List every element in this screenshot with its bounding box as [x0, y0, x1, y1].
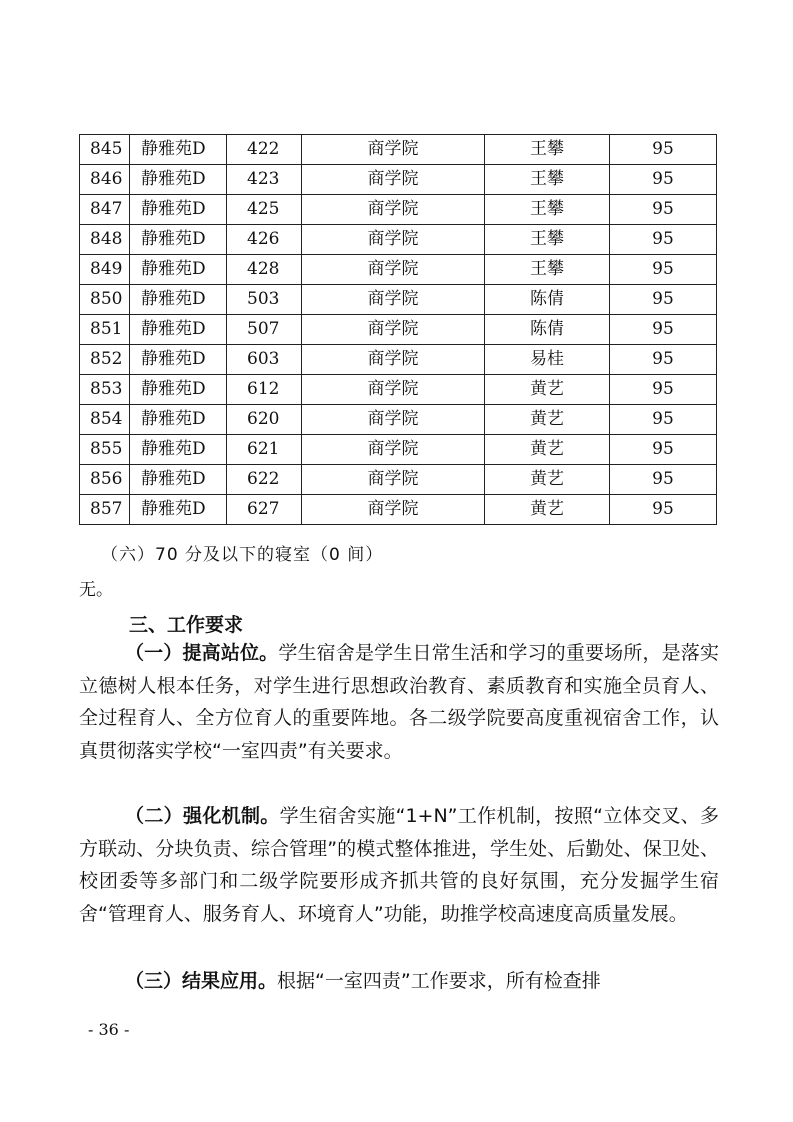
row-number-cell: 855: [80, 435, 130, 465]
row-number-cell: 845: [80, 135, 130, 165]
building-cell: 静雅苑D: [130, 225, 227, 255]
score-cell: 95: [610, 495, 717, 525]
manager-cell: 陈倩: [485, 315, 610, 345]
table-row: [80, 375, 717, 405]
college-cell: 商学院: [302, 435, 485, 465]
table-row: [80, 435, 717, 465]
room-cell: 425: [227, 195, 302, 225]
building-cell: 静雅苑D: [130, 405, 227, 435]
table-row: [80, 285, 717, 315]
row-number-cell: 847: [80, 195, 130, 225]
table-row: [80, 225, 717, 255]
building-cell: 静雅苑D: [130, 285, 227, 315]
paragraph-result-application: [79, 965, 719, 998]
score-cell: 95: [610, 405, 717, 435]
building-cell: 静雅苑D: [130, 495, 227, 525]
building-cell: 静雅苑D: [130, 435, 227, 465]
row-number-cell: 851: [80, 315, 130, 345]
row-number-cell: 850: [80, 285, 130, 315]
table-row: [80, 195, 717, 225]
score-cell: 95: [610, 435, 717, 465]
paragraph-lead: （一）提高站位。: [125, 642, 279, 664]
page-number: - 36 -: [88, 1020, 130, 1039]
room-cell: 603: [227, 345, 302, 375]
college-cell: 商学院: [302, 405, 485, 435]
table-row: [80, 465, 717, 495]
room-cell: 423: [227, 165, 302, 195]
building-cell: 静雅苑D: [130, 255, 227, 285]
paragraph-improve-position: [79, 637, 719, 767]
college-cell: 商学院: [302, 285, 485, 315]
row-number-cell: 857: [80, 495, 130, 525]
manager-cell: 王攀: [485, 225, 610, 255]
score-cell: 95: [610, 225, 717, 255]
manager-cell: 王攀: [485, 165, 610, 195]
manager-cell: 黄艺: [485, 375, 610, 405]
building-cell: 静雅苑D: [130, 315, 227, 345]
row-number-cell: 846: [80, 165, 130, 195]
paragraph-text: 根据“一室四责”工作要求，所有检查排: [277, 970, 601, 992]
room-cell: 426: [227, 225, 302, 255]
row-number-cell: 854: [80, 405, 130, 435]
building-cell: 静雅苑D: [130, 375, 227, 405]
manager-cell: 黄艺: [485, 495, 610, 525]
manager-cell: 陈倩: [485, 285, 610, 315]
paragraph-strengthen-mechanism: [79, 800, 719, 930]
paragraph-text: 学生宿舍是学生日常生活和学习的重要场所，是落实立德树人根本任务，对学生进行思想政治教育、素质教育和实施全员育人、全过程育人、全方位育人的重要阵地。各二级学院要高度重视宿舍工作，认真贯彻落实学校“一室四责”有关要求。: [79, 642, 719, 762]
college-cell: 商学院: [302, 345, 485, 375]
college-cell: 商学院: [302, 315, 485, 345]
section-heading-six: （六）70 分及以下的寝室（0 间）: [101, 545, 384, 565]
room-cell: 503: [227, 285, 302, 315]
college-cell: 商学院: [302, 495, 485, 525]
manager-cell: 黄艺: [485, 465, 610, 495]
college-cell: 商学院: [302, 195, 485, 225]
score-cell: 95: [610, 285, 717, 315]
college-cell: 商学院: [302, 375, 485, 405]
college-cell: 商学院: [302, 255, 485, 285]
manager-cell: 王攀: [485, 255, 610, 285]
score-cell: 95: [610, 375, 717, 405]
building-cell: 静雅苑D: [130, 135, 227, 165]
score-cell: 95: [610, 165, 717, 195]
paragraph-lead: （三）结果应用。: [125, 970, 278, 992]
paragraph-text: 学生宿舍实施“1+N”工作机制，按照“立体交叉、多方联动、分块负责、综合管理”的模式整体推进，学生处、后勤处、保卫处、校团委等多部门和二级学院要形成齐抓共管的良好氛围，充分发掘学生宿舍“管理育人、服务育人、环境育人”功能，助推学校高速度高质量发展。: [79, 805, 719, 925]
score-cell: 95: [610, 315, 717, 345]
dorm-score-table: [79, 134, 717, 525]
row-number-cell: 852: [80, 345, 130, 375]
table-row: [80, 315, 717, 345]
row-number-cell: 856: [80, 465, 130, 495]
manager-cell: 易桂: [485, 345, 610, 375]
building-cell: 静雅苑D: [130, 165, 227, 195]
room-cell: 627: [227, 495, 302, 525]
table-row: [80, 135, 717, 165]
building-cell: 静雅苑D: [130, 345, 227, 375]
college-cell: 商学院: [302, 165, 485, 195]
score-cell: 95: [610, 255, 717, 285]
row-number-cell: 853: [80, 375, 130, 405]
building-cell: 静雅苑D: [130, 465, 227, 495]
table-row: [80, 165, 717, 195]
room-cell: 612: [227, 375, 302, 405]
paragraph-lead: （二）强化机制。: [125, 805, 280, 827]
row-number-cell: 848: [80, 225, 130, 255]
room-cell: 422: [227, 135, 302, 165]
room-cell: 428: [227, 255, 302, 285]
table-row: [80, 405, 717, 435]
row-number-cell: 849: [80, 255, 130, 285]
section-six-body: 无。: [79, 580, 113, 600]
room-cell: 622: [227, 465, 302, 495]
manager-cell: 王攀: [485, 195, 610, 225]
table-body: [80, 135, 717, 525]
manager-cell: 王攀: [485, 135, 610, 165]
table-row: [80, 495, 717, 525]
table-row: [80, 345, 717, 375]
building-cell: 静雅苑D: [130, 195, 227, 225]
score-cell: 95: [610, 195, 717, 225]
table-row: [80, 255, 717, 285]
score-cell: 95: [610, 345, 717, 375]
manager-cell: 黄艺: [485, 405, 610, 435]
college-cell: 商学院: [302, 135, 485, 165]
section-heading-three: 三、工作要求: [129, 614, 244, 636]
manager-cell: 黄艺: [485, 435, 610, 465]
college-cell: 商学院: [302, 465, 485, 495]
score-cell: 95: [610, 135, 717, 165]
room-cell: 621: [227, 435, 302, 465]
room-cell: 507: [227, 315, 302, 345]
score-cell: 95: [610, 465, 717, 495]
room-cell: 620: [227, 405, 302, 435]
college-cell: 商学院: [302, 225, 485, 255]
